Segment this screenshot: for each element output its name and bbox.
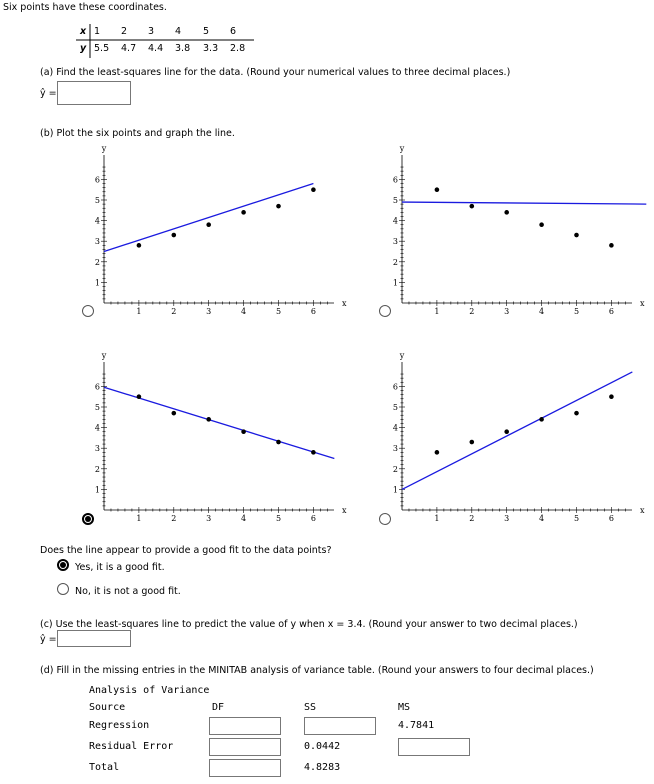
table-x-5: 6 [230,26,237,37]
part-a-prompt: (a) Find the least-squares line for the data. (Round your numerical values to three decimal places.) [40,67,511,78]
y-tick-label: 1 [392,485,398,495]
y-tick-label: 3 [94,237,100,247]
y-tick-label: 6 [94,382,100,392]
good-fit-yes-radio[interactable] [57,559,69,571]
x-tick-label: 6 [310,514,316,523]
x-tick-label: 1 [136,514,142,523]
y-tick-label: 5 [392,403,398,412]
data-point [470,440,475,445]
y-tick-label: 4 [392,423,398,433]
plot-4 [392,351,652,527]
data-point [470,204,475,209]
y-tick-label: 4 [94,216,100,226]
part-a-yhat-label: ŷ = [40,88,57,99]
y-tick-label: 2 [94,257,100,267]
data-point [609,394,614,399]
data-point [504,210,509,215]
anova-header-ss: SS [304,702,317,713]
x-axis-label: x [640,299,645,308]
x-tick-label: 4 [539,514,545,523]
part-d-prompt: (d) Fill in the missing entries in the MINITAB analysis of variance table. (Round your answers to four decimal places.) [40,665,594,676]
data-point [574,411,579,416]
table-x-4: 5 [203,26,210,37]
y-tick-label: 6 [392,382,398,392]
y-tick-label: 3 [392,237,398,247]
anova-total-ss: 4.8283 [304,762,341,773]
anova-row-regression-source: Regression [89,720,150,731]
part-c-answer-input[interactable] [57,630,131,647]
x-tick-label: 5 [573,514,580,523]
data-point [206,417,211,422]
data-point [574,233,579,238]
data-point [206,222,211,227]
x-axis-label: x [640,506,645,515]
data-point [241,210,246,215]
x-tick-label: 4 [241,307,247,316]
y-axis-label: y [101,351,107,360]
x-tick-label: 3 [504,514,510,523]
x-tick-label: 1 [434,514,440,523]
anova-regression-ms: 4.7841 [398,720,435,731]
anova-row-residual-source: Residual Error [89,741,174,752]
y-tick-label: 6 [94,175,100,185]
data-point [504,429,509,434]
x-axis-label: x [342,506,347,515]
y-tick-label: 4 [94,423,100,433]
y-tick-label: 5 [392,196,398,205]
data-point [241,429,246,434]
anova-regression-ss-input[interactable] [304,717,376,735]
table-lines [76,24,256,60]
y-tick-label: 3 [392,444,398,454]
plot-option-2-radio[interactable] [379,305,391,317]
intro-text: Six points have these coordinates. [3,2,167,13]
data-point [172,233,177,238]
anova-header-ms: MS [398,702,411,713]
anova-total-df-input[interactable] [209,759,281,777]
y-tick-label: 5 [94,196,100,205]
part-a-answer-input[interactable] [57,81,131,105]
x-tick-label: 1 [136,307,142,316]
x-tick-label: 6 [608,307,614,316]
x-tick-label: 3 [504,307,510,316]
table-x-label: x [80,26,87,37]
y-tick-label: 2 [94,464,100,474]
data-point [172,411,177,416]
plot-3 [94,351,354,527]
plot-2 [392,144,652,320]
y-axis-label: y [399,351,405,360]
x-tick-label: 2 [171,514,177,523]
y-tick-label: 1 [94,278,100,288]
anova-residual-ss: 0.0442 [304,741,341,752]
x-tick-label: 6 [608,514,614,523]
part-c-prompt: (c) Use the least-squares line to predict the value of y when x = 3.4. (Round your answer to two decimal places.) [40,619,578,630]
x-tick-label: 3 [206,307,212,316]
data-point [137,394,142,399]
data-point [311,450,316,455]
y-tick-label: 6 [392,175,398,185]
table-y-1: 4.7 [121,43,137,54]
x-tick-label: 3 [206,514,212,523]
plot-option-4-radio[interactable] [379,513,391,525]
table-y-2: 4.4 [148,43,164,54]
table-y-3: 3.8 [175,43,191,54]
good-fit-no-radio[interactable] [57,583,69,595]
good-fit-question: Does the line appear to provide a good fit to the data points? [40,545,332,556]
y-tick-label: 2 [392,464,398,474]
x-tick-label: 4 [539,307,545,316]
table-y-5: 2.8 [230,43,246,54]
table-y-0: 5.5 [94,43,110,54]
part-b-prompt: (b) Plot the six points and graph the line. [40,128,235,139]
x-tick-label: 2 [469,307,475,316]
data-point [276,440,281,445]
good-fit-yes-label: Yes, it is a good fit. [75,562,165,573]
y-tick-label: 3 [94,444,100,454]
x-tick-label: 5 [573,307,580,316]
x-tick-label: 4 [241,514,247,523]
anova-row-total-source: Total [89,762,120,773]
y-tick-label: 1 [392,278,398,288]
table-x-0: 1 [94,26,101,37]
anova-header-df: DF [212,702,225,713]
anova-residual-df-input[interactable] [209,738,281,756]
x-tick-label: 1 [434,307,440,316]
table-x-1: 2 [121,26,128,37]
part-c-yhat-label: ŷ = [40,634,57,645]
data-point [276,204,281,209]
y-axis-label: y [399,144,405,153]
plot-option-3-radio[interactable] [82,513,94,525]
table-x-3: 4 [175,26,182,37]
x-tick-label: 2 [171,307,177,316]
table-x-2: 3 [148,26,155,37]
x-tick-label: 6 [310,307,316,316]
x-tick-label: 5 [275,307,282,316]
y-axis-label: y [101,144,107,153]
y-tick-label: 1 [94,485,100,495]
regression-line [104,184,313,252]
anova-title: Analysis of Variance [89,685,210,696]
regression-line [402,372,632,489]
data-point [311,187,316,192]
plot-1 [94,144,354,320]
regression-line [402,202,646,204]
data-point [435,450,440,455]
x-tick-label: 5 [275,514,282,523]
data-point [609,243,614,248]
anova-header-source: Source [89,702,126,713]
data-point [539,417,544,422]
data-point [539,222,544,227]
plot-option-1-radio[interactable] [82,305,94,317]
y-tick-label: 4 [392,216,398,226]
good-fit-no-label: No, it is not a good fit. [75,586,181,597]
data-point [435,187,440,192]
anova-regression-df-input[interactable] [209,717,281,735]
x-tick-label: 2 [469,514,475,523]
table-y-label: y [80,43,87,54]
x-axis-label: x [342,299,347,308]
y-tick-label: 5 [94,403,100,412]
y-tick-label: 2 [392,257,398,267]
anova-residual-ms-input[interactable] [398,738,470,756]
table-y-4: 3.3 [203,43,219,54]
data-point [137,243,142,248]
